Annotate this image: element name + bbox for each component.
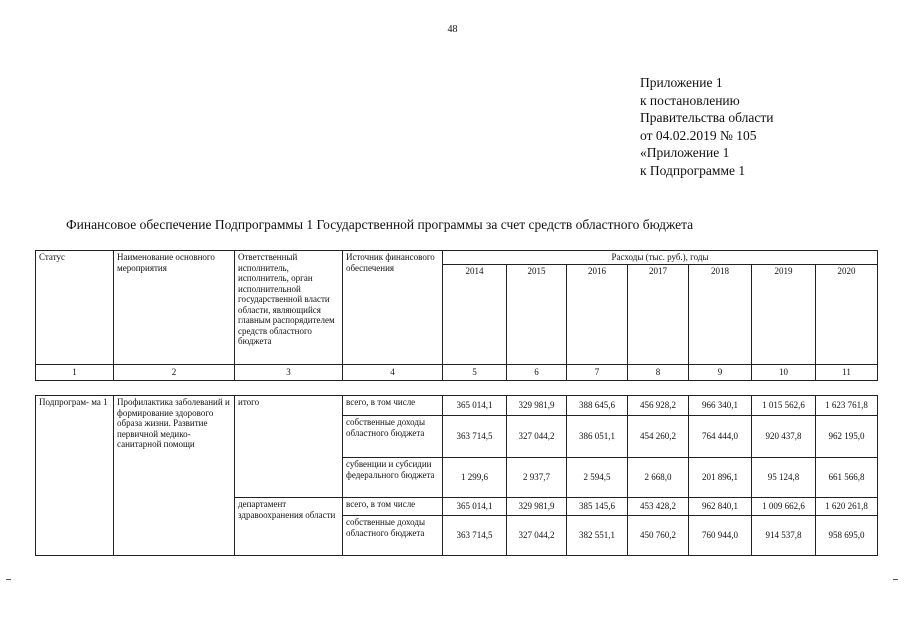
value-cell: 764 444,0 — [689, 416, 752, 458]
value-cell: 363 714,5 — [443, 416, 507, 458]
value-cell: 2 668,0 — [628, 458, 689, 498]
row-source: субвенции и субсидии федерального бюджета — [343, 458, 443, 498]
header-year: 2017 — [628, 265, 689, 365]
value-cell: 365 014,1 — [443, 396, 507, 416]
header-year: 2014 — [443, 265, 507, 365]
row-responsible: итого — [235, 396, 343, 498]
value-cell: 382 551,1 — [567, 516, 628, 556]
header-expenses: Расходы (тыс. руб.), годы — [443, 251, 878, 265]
column-number: 10 — [752, 365, 816, 381]
column-number: 7 — [567, 365, 628, 381]
appendix-note — [640, 74, 773, 179]
appendix-line: Приложение 1 — [640, 75, 723, 90]
header-year: 2015 — [507, 265, 567, 365]
column-number: 8 — [628, 365, 689, 381]
value-cell: 966 340,1 — [689, 396, 752, 416]
value-cell: 1 620 261,8 — [816, 498, 878, 516]
header-year: 2019 — [752, 265, 816, 365]
value-cell: 962 840,1 — [689, 498, 752, 516]
value-cell: 453 428,2 — [628, 498, 689, 516]
value-cell: 327 044,2 — [507, 416, 567, 458]
value-cell: 327 044,2 — [507, 516, 567, 556]
value-cell: 962 195,0 — [816, 416, 878, 458]
column-number: 11 — [816, 365, 878, 381]
value-cell: 329 981,9 — [507, 396, 567, 416]
column-number: 1 — [36, 365, 114, 381]
value-cell: 365 014,1 — [443, 498, 507, 516]
value-cell: 329 981,9 — [507, 498, 567, 516]
funding-table — [35, 395, 878, 556]
table-row — [36, 396, 878, 416]
value-cell: 2 594,5 — [567, 458, 628, 498]
header-event-name: Наименование основного мероприятия — [114, 251, 235, 365]
column-number: 5 — [443, 365, 507, 381]
document-title: Финансовое обеспечение Подпрограммы 1 Государственной программы за счет средств областного бюджета — [66, 217, 694, 232]
header-status: Статус — [36, 251, 114, 365]
column-number: 9 — [689, 365, 752, 381]
value-cell: 386 051,1 — [567, 416, 628, 458]
value-cell: 1 015 562,6 — [752, 396, 816, 416]
value-cell: 1 623 761,8 — [816, 396, 878, 416]
value-cell: 914 537,8 — [752, 516, 816, 556]
value-cell: 388 645,6 — [567, 396, 628, 416]
page-number: 48 — [447, 24, 458, 35]
value-cell: 1 299,6 — [443, 458, 507, 498]
value-cell: 450 760,2 — [628, 516, 689, 556]
row-source: собственные доходы областного бюджета — [343, 516, 443, 556]
value-cell: 661 566,8 — [816, 458, 878, 498]
appendix-line: Правительства области — [640, 110, 774, 125]
header-responsible: Ответственный исполнитель, исполнитель, орган исполнительной государственной власти области, являющийся главным распорядителем средств областного бюджета — [235, 251, 343, 365]
value-cell: 958 695,0 — [816, 516, 878, 556]
column-number: 2 — [114, 365, 235, 381]
value-cell: 95 124,8 — [752, 458, 816, 498]
column-number: 3 — [235, 365, 343, 381]
appendix-line: к Подпрограмме 1 — [640, 162, 746, 178]
value-cell: 385 145,6 — [567, 498, 628, 516]
header-year: 2020 — [816, 265, 878, 365]
value-cell: 2 937,7 — [507, 458, 567, 498]
header-year: 2016 — [567, 265, 628, 365]
value-cell: 201 896,1 — [689, 458, 752, 498]
header-year: 2018 — [689, 265, 752, 365]
row-responsible: департамент здравоохранения области — [235, 498, 343, 556]
appendix-line: «Приложение 1 — [640, 145, 730, 160]
row-status: Подпрограм- ма 1 — [36, 396, 114, 556]
header-table — [35, 250, 878, 381]
value-cell: 760 944,0 — [689, 516, 752, 556]
row-source: всего, в том числе — [343, 396, 443, 416]
value-cell: 456 928,2 — [628, 396, 689, 416]
value-cell: 920 437,8 — [752, 416, 816, 458]
value-cell: 454 260,2 — [628, 416, 689, 458]
appendix-line: к постановлению — [640, 92, 740, 108]
row-source: всего, в том числе — [343, 498, 443, 516]
edge-mark — [6, 579, 11, 580]
appendix-line: от 04.02.2019 № 105 — [640, 127, 757, 143]
value-cell: 1 009 662,6 — [752, 498, 816, 516]
row-event-name: Профилактика заболеваний и формирование здорового образа жизни. Развитие первичной медико-санитарной помощи — [114, 396, 235, 556]
header-source: Источник финансового обеспечения — [343, 251, 443, 365]
column-number: 4 — [343, 365, 443, 381]
edge-mark — [893, 579, 898, 580]
column-number: 6 — [507, 365, 567, 381]
row-source: собственные доходы областного бюджета — [343, 416, 443, 458]
value-cell: 363 714,5 — [443, 516, 507, 556]
